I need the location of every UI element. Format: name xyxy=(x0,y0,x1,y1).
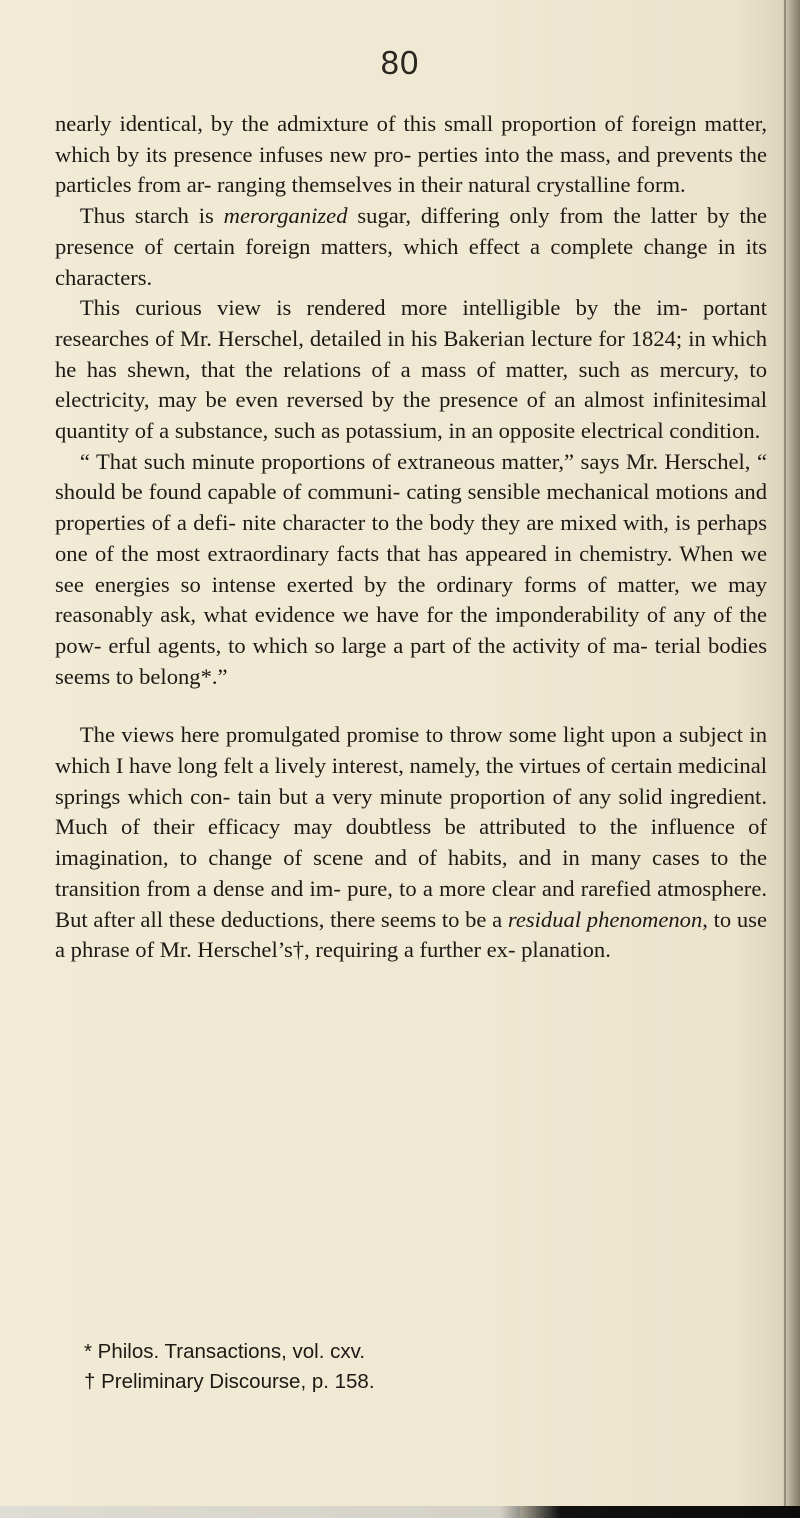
page-number: 80 xyxy=(380,44,420,81)
footnote-1: * Philos. Transactions, vol. cxv. xyxy=(84,1340,366,1363)
page-edge-line xyxy=(784,0,786,1518)
footnote-2: † Preliminary Discourse, p. 158. xyxy=(84,1370,375,1393)
paragraph-5-end: , to use a phrase of Mr. Herschel’s†, requiring a further ex- planation. xyxy=(55,906,767,963)
paragraph-5 xyxy=(55,720,767,966)
paragraph-3: This curious view is rendered more intelligible by the im- portant researches of Mr. Herschel, detailed in his Bakerian lecture for 1824; in which he has shewn, that the relations of a mass of matter, such as mercury, to electricity, may be even reversed by the presence of an almost infinitesimal quantity of a substance, such as potassium, in an opposite electrical condition. xyxy=(55,295,767,444)
paragraph-2 xyxy=(55,201,767,293)
paragraph-2-start: Thus starch is xyxy=(79,203,224,229)
paragraph-4-quote: “ That such minute proportions of extraneous matter,” says Mr. Herschel, “ should be found capable of communi- cating sensible mechanical motions and properties of a defi- nite character to the body they are mixed with, is perhaps one of the most extraordinary facts that has appeared in chemistry. When we see energies so intense exerted by the ordinary forms of matter, we may reasonably ask, what evidence we have for the imponderability of any of the pow- erful agents, to which so large a part of the activity of ma- terial bodies seems to belong*.” xyxy=(55,448,767,689)
scan-bottom-bar xyxy=(500,1506,800,1518)
scan-bottom-strip xyxy=(0,1506,520,1518)
paragraph-2-italic: merorganized xyxy=(223,203,348,229)
footnotes xyxy=(84,1337,764,1397)
paragraph-5-start: The views here promulgated promise to throw some light upon a subject in which I have long felt a lively interest, namely, the virtues of certain medicinal springs which con- tain but a very minute proportion of any solid ingredient. Much of their efficacy may doubtless be attributed to the influence of imagination, to change of scene and of habits, and in many cases to the transition from a dense and im- pure, to a more clear and rarefied atmosphere. But after all these deductions, there seems to be a xyxy=(55,722,767,932)
paragraph-5-italic: residual phenomenon xyxy=(507,906,703,932)
paragraph-1: nearly identical, by the admixture of this small proportion of foreign matter, which by its presence infuses new pro- perties into the mass, and prevents the particles from ar- ranging themselves in their natural crystalline form. xyxy=(55,111,767,198)
body-text xyxy=(55,109,767,966)
paragraph-2-end: sugar, differing only from the latter by the presence of certain foreign matters, which effect a complete change in its characters. xyxy=(55,203,767,290)
